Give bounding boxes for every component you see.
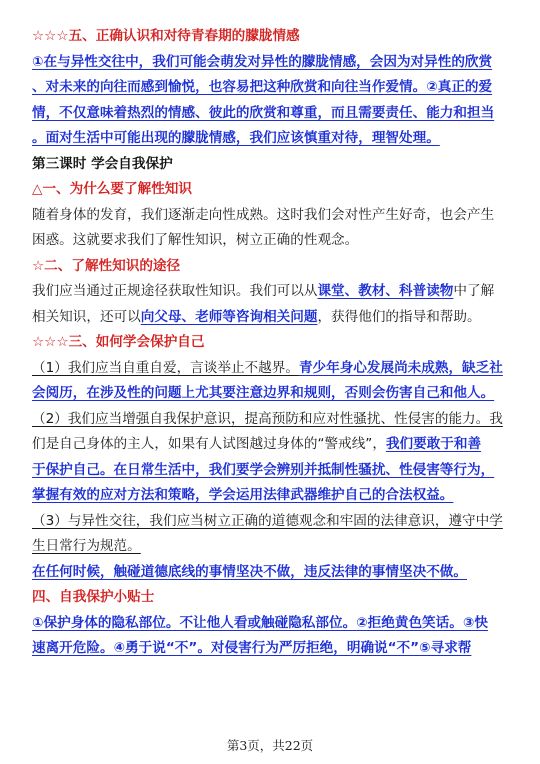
q3-p2-line-2: 们是自己身体的主人，如果有人试图越过身体的“警戒线”，我们要敢于和善: [32, 436, 482, 452]
q2-keyword-sources: 课堂、教材、科普读物: [317, 283, 454, 299]
q2-line-1: 我们应当通过正规途径获取性知识。我们可以从课堂、教材、科普读物中了解: [32, 283, 495, 299]
section-five-line-4: 。面对生活中可能出现的朦胧情感，我们应该慎重对待，理智处理。: [32, 130, 440, 146]
section-five-line-2: 、对未来的向往而感到愉悦，也容易把这种欣赏和向往当作爱情。②真正的爱: [32, 79, 493, 95]
q3-p4: 在任何时候，触碰道德底线的事情坚决不做，违反法律的事情坚决不做。: [32, 563, 467, 580]
section-five-line-3: 情，不仅意味着热烈的情感、彼此的欣赏和尊重，而且需要责任、能力和担当: [32, 104, 495, 121]
q1-line-2: 困惑。这就要求我们了解性知识，树立正确的性观念。: [32, 232, 359, 248]
q3-p2-line-4: 掌握有效的应对方法和策略，学会运用法律武器维护自己的合法权益。: [32, 487, 454, 503]
q2-line-2: 相关知识，还可以向父母、老师等咨询相关问题，获得他们的指导和帮助。: [32, 308, 481, 325]
q4-line-2: 速离开危险。④勇于说“不”。对侵害行为严厉拒绝，明确说“不”⑤寻求帮: [32, 640, 472, 656]
q3-p3-line-1: （3）与异性交往，我们应当树立正确的道德观念和牢固的法律意识，遵守中学: [32, 512, 503, 529]
q4-heading: 四、自我保护小贴士: [32, 589, 155, 605]
page-number-footer: 第3页，共22页: [226, 738, 314, 753]
q3-p3-line-2: 生日常行为规范。: [32, 538, 141, 554]
q3-p1-line-2: 会阅历，在涉及性的问题上尤其要注意边界和规则，否则会伤害自己和他人。: [32, 385, 495, 401]
q3-heading: ☆☆☆三、如何学会保护自己: [32, 334, 205, 350]
q1-line-1: 随着身体的发育，我们逐渐走向性成熟。这时我们会对性产生好奇，也会产生: [32, 206, 495, 223]
q2-heading: ☆二、了解性知识的途径: [32, 257, 181, 274]
q1-heading: △一、为什么要了解性知识: [32, 181, 192, 197]
section-five-line-1: ①在与异性交往中，我们可能会萌发对异性的朦胧情感，会因为对异性的欣赏: [32, 53, 493, 70]
q3-p2-line-1: （2）我们应当增强自我保护意识，提高预防和应对性骚扰、性侵害的能力。我: [32, 410, 503, 427]
lesson-title: 第三课时 学会自我保护: [32, 155, 173, 172]
q2-keyword-consult: 向父母、老师等咨询相关问题: [140, 308, 318, 325]
q3-p2-line-3: 于保护自己。在日常生活中，我们要学会辨别并抵制性骚扰、性侵害等行为，: [32, 461, 495, 478]
document-page: [32, 24, 514, 662]
q3-p1-line-1: （1）我们应当自重自爱，言谈举止不越界。青少年身心发展尚未成熟，缺乏社: [32, 359, 503, 376]
q4-line-1: ①保护身体的隐私部位。不让他人看或触碰隐私部位。②拒绝黄色笑话。③快: [32, 614, 488, 631]
section-five-heading: ☆☆☆五、正确认识和对待青春期的朦胧情感: [32, 28, 300, 44]
